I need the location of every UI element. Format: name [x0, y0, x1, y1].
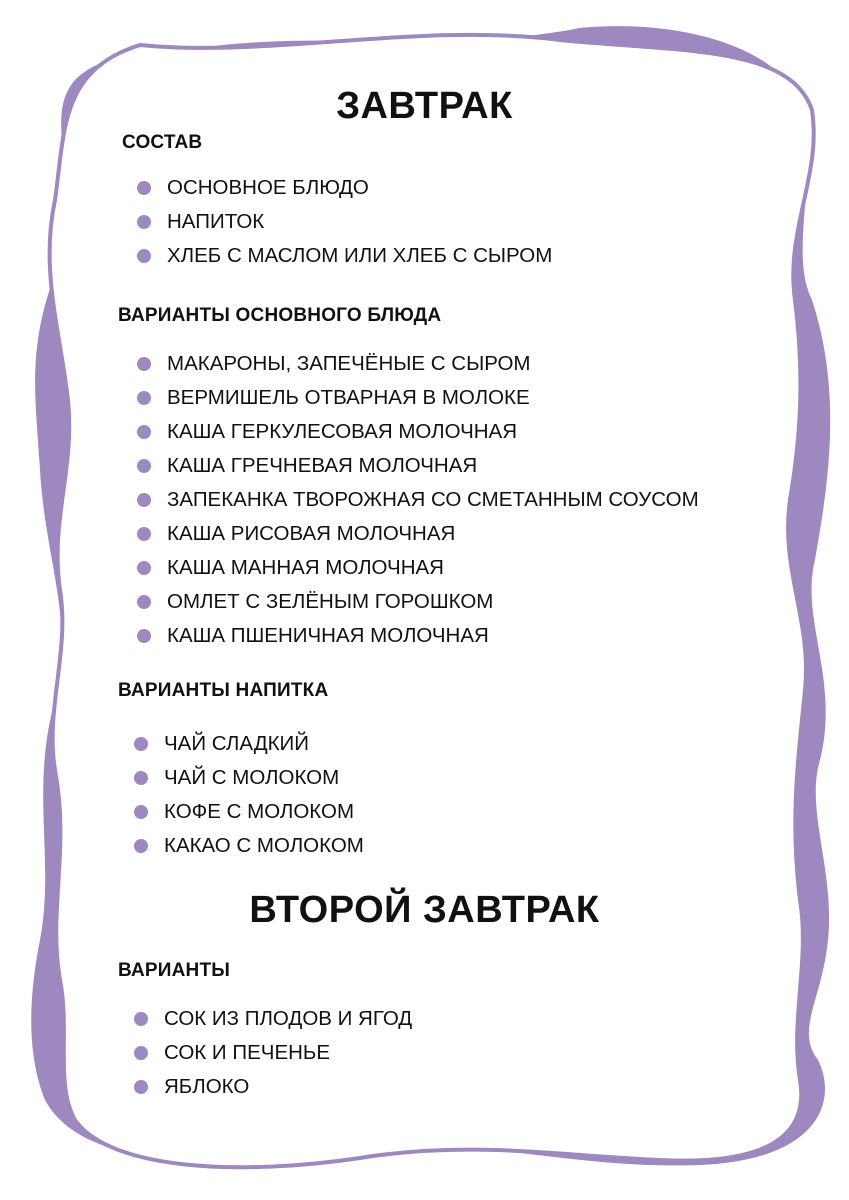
list-item: КАША ГЕРКУЛЕСОВАЯ МОЛОЧНАЯ	[137, 415, 699, 449]
composition-heading: СОСТАВ	[122, 132, 203, 153]
list-item: НАПИТОК	[137, 205, 552, 239]
bullet-dot-icon	[134, 1080, 148, 1094]
list-item: СОК ИЗ ПЛОДОВ И ЯГОД	[134, 1002, 412, 1036]
bullet-dot-icon	[137, 493, 151, 507]
list-item: ВЕРМИШЕЛЬ ОТВАРНАЯ В МОЛОКЕ	[137, 381, 699, 415]
bullet-dot-icon	[137, 595, 151, 609]
bullet-dot-icon	[134, 839, 148, 853]
drinks-heading: ВАРИАНТЫ НАПИТКА	[118, 680, 329, 701]
list-item: ЧАЙ С МОЛОКОМ	[134, 761, 364, 795]
bullet-dot-icon	[134, 771, 148, 785]
bullet-dot-icon	[134, 1046, 148, 1060]
list-item: ЗАПЕКАНКА ТВОРОЖНАЯ СО СМЕТАННЫМ СОУСОМ	[137, 483, 699, 517]
bullet-dot-icon	[134, 805, 148, 819]
list-item: МАКАРОНЫ, ЗАПЕЧЁНЫЕ С СЫРОМ	[137, 347, 699, 381]
list-item: КОФЕ С МОЛОКОМ	[134, 795, 364, 829]
main-dish-list	[137, 347, 699, 653]
list-item: КАША МАННАЯ МОЛОЧНАЯ	[137, 551, 699, 585]
main-dish-heading: ВАРИАНТЫ ОСНОВНОГО БЛЮДА	[118, 305, 442, 326]
list-item: ЯБЛОКО	[134, 1070, 412, 1104]
bullet-dot-icon	[137, 527, 151, 541]
bullet-dot-icon	[137, 181, 151, 195]
list-item: КАША ПШЕНИЧНАЯ МОЛОЧНАЯ	[137, 619, 699, 653]
list-item: ОМЛЕТ С ЗЕЛЁНЫМ ГОРОШКОМ	[137, 585, 699, 619]
second-breakfast-options-list	[134, 1002, 412, 1104]
second-breakfast-options-heading: ВАРИАНТЫ	[118, 960, 231, 981]
list-item: ОСНОВНОЕ БЛЮДО	[137, 171, 552, 205]
drinks-list	[134, 727, 364, 863]
list-item: ЧАЙ СЛАДКИЙ	[134, 727, 364, 761]
bullet-dot-icon	[137, 425, 151, 439]
list-item: КАКАО С МОЛОКОМ	[134, 829, 364, 863]
bullet-dot-icon	[137, 561, 151, 575]
bullet-dot-icon	[137, 629, 151, 643]
list-item: КАША ГРЕЧНЕВАЯ МОЛОЧНАЯ	[137, 449, 699, 483]
second-breakfast-title: ВТОРОЙ ЗАВТРАК	[249, 889, 600, 931]
list-item: КАША РИСОВАЯ МОЛОЧНАЯ	[137, 517, 699, 551]
bullet-dot-icon	[137, 391, 151, 405]
bullet-dot-icon	[137, 357, 151, 371]
bullet-dot-icon	[134, 737, 148, 751]
breakfast-title: ЗАВТРАК	[336, 85, 513, 127]
list-item: ХЛЕБ С МАСЛОМ ИЛИ ХЛЕБ С СЫРОМ	[137, 239, 552, 273]
list-item: СОК И ПЕЧЕНЬЕ	[134, 1036, 412, 1070]
composition-list	[137, 171, 552, 273]
bullet-dot-icon	[137, 215, 151, 229]
bullet-dot-icon	[137, 459, 151, 473]
bullet-dot-icon	[137, 249, 151, 263]
bullet-dot-icon	[134, 1012, 148, 1026]
